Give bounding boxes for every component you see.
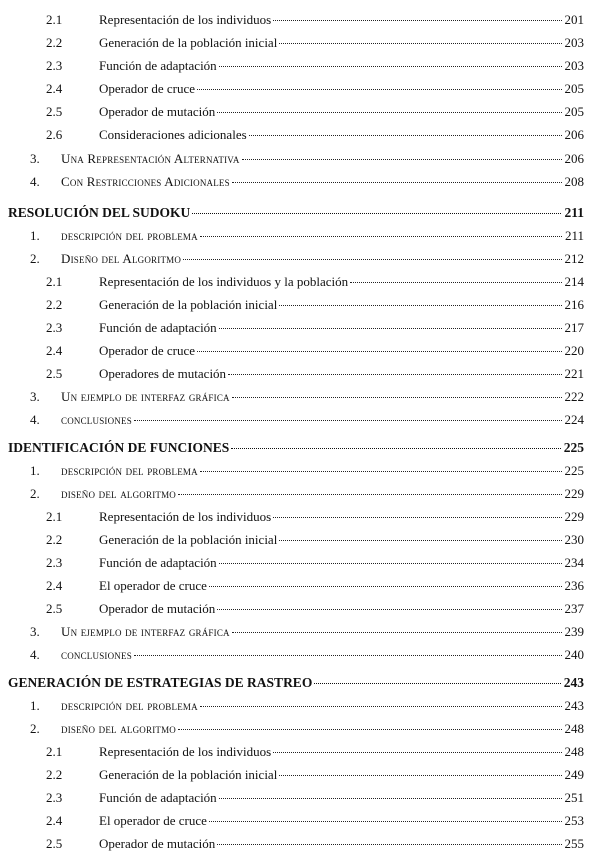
toc-page-number: 248: [564, 721, 584, 736]
toc-entry-number: 2.1: [46, 509, 63, 524]
toc-entry-number: 4.: [30, 647, 40, 662]
toc-entry[interactable]: [46, 836, 584, 852]
toc-entry[interactable]: [30, 174, 584, 190]
toc-entry[interactable]: [30, 721, 584, 737]
toc-entry[interactable]: [46, 12, 584, 28]
toc-page-number: 253: [564, 813, 584, 828]
toc-entry[interactable]: [30, 389, 584, 405]
dot-leader: [232, 182, 562, 183]
toc-page-number: 229: [564, 509, 584, 524]
toc-entry-title: Un ejemplo de interfaz gráfica: [61, 389, 230, 404]
toc-entry-title: Consideraciones adicionales: [99, 127, 247, 142]
toc-entry[interactable]: [46, 127, 584, 143]
dot-leader: [279, 540, 561, 541]
toc-page-number: 203: [564, 35, 584, 50]
dot-leader: [200, 236, 562, 237]
dot-leader: [314, 683, 560, 684]
dot-leader: [217, 609, 561, 610]
dot-leader: [219, 798, 562, 799]
toc-entry[interactable]: [30, 251, 584, 267]
toc-page-number: 217: [564, 320, 584, 335]
toc-page-number: 205: [564, 81, 584, 96]
toc-page-number: 220: [564, 343, 584, 358]
toc-entry-number: 3.: [30, 389, 40, 404]
toc-entry-number: 2.1: [46, 12, 63, 27]
toc-entry-number: 2.2: [46, 532, 63, 547]
toc-entry-title: Operador de mutación: [99, 836, 216, 851]
toc-entry-title: Generación de la población inicial: [99, 767, 278, 782]
dot-leader: [197, 89, 562, 90]
toc-entry-number: 2.2: [46, 35, 63, 50]
toc-page-number: 234: [564, 555, 584, 570]
dot-leader: [219, 66, 562, 67]
toc-page-number: 239: [564, 624, 584, 639]
toc-page-number: 249: [564, 767, 584, 782]
toc-entry-number: 2.3: [46, 58, 63, 73]
toc-entry-number: 4.: [30, 412, 40, 427]
toc-entry[interactable]: [30, 647, 584, 663]
dot-leader: [273, 517, 561, 518]
toc-entry-number: 1.: [30, 463, 40, 478]
toc-entry-title: El operador de cruce: [99, 813, 207, 828]
toc-entry-title: Función de adaptación: [99, 555, 217, 570]
toc-entry-number: 2.5: [46, 601, 63, 616]
toc-entry-number: 2.1: [46, 274, 63, 289]
toc-entry-number: 2.: [30, 486, 40, 501]
dot-leader: [217, 112, 561, 113]
toc-entry-number: 2.5: [46, 836, 63, 851]
dot-leader: [200, 706, 562, 707]
dot-leader: [279, 305, 561, 306]
toc-entry[interactable]: [46, 58, 584, 74]
toc-entry[interactable]: [30, 412, 584, 428]
toc-entry-title: RESOLUCIÓN DEL SUDOKU: [8, 205, 191, 220]
toc-entry-title: diseño del algoritmo: [61, 721, 176, 736]
toc-entry-number: 2.3: [46, 320, 63, 335]
toc-page-number: 237: [564, 601, 584, 616]
toc-entry-title: Una Representación Alternativa: [61, 151, 240, 166]
toc-entry-title: Diseño del Algoritmo: [61, 251, 182, 266]
dot-leader: [192, 213, 561, 214]
toc-entry-title: conclusiones: [61, 412, 132, 427]
toc-entry-number: 2.4: [46, 81, 63, 96]
toc-entry-number: 2.3: [46, 555, 63, 570]
dot-leader: [219, 328, 562, 329]
toc-page-number: 221: [564, 366, 584, 381]
dot-leader: [219, 563, 562, 564]
toc-entry-title: El operador de cruce: [99, 578, 207, 593]
toc-entry-title: Operadores de mutación: [99, 366, 227, 381]
dot-leader: [242, 159, 562, 160]
toc-entry-title: descripción del problema: [61, 228, 198, 243]
dot-leader: [134, 655, 562, 656]
toc-entry-title: IDENTIFICACIÓN DE FUNCIONES: [8, 440, 230, 455]
toc-page-number: 224: [564, 412, 584, 427]
toc-page-number: 255: [564, 836, 584, 851]
toc-entry-title: conclusiones: [61, 647, 132, 662]
dot-leader: [183, 259, 561, 260]
dot-leader: [217, 844, 561, 845]
toc-entry[interactable]: [30, 151, 584, 167]
toc-entry-title: Función de adaptación: [99, 58, 217, 73]
toc-entry-number: 2.2: [46, 767, 63, 782]
toc-entry[interactable]: [46, 767, 584, 783]
toc-entry-title: Generación de la población inicial: [99, 532, 278, 547]
toc-entry-title: descripción del problema: [61, 463, 198, 478]
toc-entry-title: Un ejemplo de interfaz gráfica: [61, 624, 230, 639]
toc-page-number: 230: [564, 532, 584, 547]
toc-page-number: 201: [564, 12, 584, 27]
toc-entry[interactable]: [46, 104, 584, 120]
toc-page-number: 203: [564, 58, 584, 73]
toc-entry[interactable]: [46, 555, 584, 571]
toc-entry-title: Con Restricciones Adicionales: [61, 174, 230, 189]
toc-entry-number: 2.5: [46, 104, 63, 119]
toc-entry-number: 2.5: [46, 366, 63, 381]
toc-chapter-heading[interactable]: [8, 675, 584, 691]
toc-page-number: 243: [563, 675, 584, 690]
toc-entry-number: 2.2: [46, 297, 63, 312]
dot-leader: [273, 20, 561, 21]
toc-page-number: 251: [564, 790, 584, 805]
toc-page-number: 236: [564, 578, 584, 593]
toc-entry-title: Representación de los individuos y la población: [99, 274, 349, 289]
toc-entry[interactable]: [46, 790, 584, 806]
dot-leader: [232, 632, 562, 633]
dot-leader: [350, 282, 561, 283]
dot-leader: [249, 135, 562, 136]
toc-entry[interactable]: [46, 532, 584, 548]
toc-entry-number: 2.4: [46, 813, 63, 828]
dot-leader: [273, 752, 561, 753]
toc-page-number: 214: [564, 274, 584, 289]
toc-entry-title: Representación de los individuos: [99, 744, 272, 759]
toc-entry-title: Representación de los individuos: [99, 509, 272, 524]
toc-entry-title: Generación de la población inicial: [99, 35, 278, 50]
toc-entry[interactable]: [46, 35, 584, 51]
toc-entry-title: descripción del problema: [61, 698, 198, 713]
dot-leader: [228, 374, 561, 375]
toc-page-number: 212: [564, 251, 584, 266]
toc-chapter-heading[interactable]: [8, 440, 584, 456]
toc-entry-title: diseño del algoritmo: [61, 486, 176, 501]
toc-entry[interactable]: [46, 578, 584, 594]
toc-entry[interactable]: [30, 228, 584, 244]
toc-page-number: 240: [564, 647, 584, 662]
toc-page-number: 211: [564, 228, 584, 243]
toc-page-number: 225: [563, 440, 584, 455]
toc-entry-number: 1.: [30, 698, 40, 713]
toc-entry-number: 2.: [30, 251, 40, 266]
toc-entry[interactable]: [46, 366, 584, 382]
dot-leader: [178, 494, 562, 495]
toc-entry[interactable]: [46, 509, 584, 525]
toc-entry-number: 4.: [30, 174, 40, 189]
dot-leader: [209, 586, 562, 587]
toc-entry-number: 2.3: [46, 790, 63, 805]
toc-entry[interactable]: [46, 320, 584, 336]
toc-entry-title: Operador de cruce: [99, 343, 195, 358]
toc-page-number: 248: [564, 744, 584, 759]
toc-entry-title: Generación de la población inicial: [99, 297, 278, 312]
toc-entry[interactable]: [30, 486, 584, 502]
toc-entry[interactable]: [46, 81, 584, 97]
toc-entry[interactable]: [46, 813, 584, 829]
toc-page-number: 206: [564, 151, 584, 166]
toc-entry-number: 2.4: [46, 578, 63, 593]
toc-entry-number: 3.: [30, 624, 40, 639]
toc-page-number: 208: [564, 174, 584, 189]
toc-entry-title: Función de adaptación: [99, 790, 217, 805]
toc-entry[interactable]: [46, 601, 584, 617]
toc-entry[interactable]: [30, 463, 584, 479]
toc-page-number: 243: [564, 698, 584, 713]
dot-leader: [231, 448, 560, 449]
toc-entry-number: 2.: [30, 721, 40, 736]
toc-entry-number: 1.: [30, 228, 40, 243]
toc-entry-title: Representación de los individuos: [99, 12, 272, 27]
toc-entry[interactable]: [30, 624, 584, 640]
toc-entry-title: Operador de mutación: [99, 104, 216, 119]
toc-entry-number: 3.: [30, 151, 40, 166]
toc-entry-title: Operador de mutación: [99, 601, 216, 616]
dot-leader: [197, 351, 562, 352]
toc-page-number: 216: [564, 297, 584, 312]
toc-chapter-heading[interactable]: [8, 205, 584, 221]
dot-leader: [232, 397, 562, 398]
toc-entry-title: Operador de cruce: [99, 81, 195, 96]
dot-leader: [200, 471, 562, 472]
toc-page-number: 206: [564, 127, 584, 142]
dot-leader: [134, 420, 562, 421]
dot-leader: [279, 775, 561, 776]
toc-page-number: 225: [564, 463, 584, 478]
dot-leader: [209, 821, 562, 822]
toc-entry-number: 2.4: [46, 343, 63, 358]
toc-entry-number: 2.1: [46, 744, 63, 759]
toc-page-number: 205: [564, 104, 584, 119]
toc-entry-number: 2.6: [46, 127, 63, 142]
dot-leader: [178, 729, 562, 730]
toc-entry-title: GENERACIÓN DE ESTRATEGIAS DE RASTREO: [8, 675, 313, 690]
toc-entry[interactable]: [46, 343, 584, 359]
toc-entry[interactable]: [30, 698, 584, 714]
toc-entry-title: Función de adaptación: [99, 320, 217, 335]
toc-entry[interactable]: [46, 744, 584, 760]
toc-page-number: 229: [564, 486, 584, 501]
toc-page-number: 222: [564, 389, 584, 404]
toc-entry[interactable]: [46, 274, 584, 290]
toc-page-number: 211: [564, 205, 584, 220]
toc-entry[interactable]: [46, 297, 584, 313]
dot-leader: [279, 43, 561, 44]
